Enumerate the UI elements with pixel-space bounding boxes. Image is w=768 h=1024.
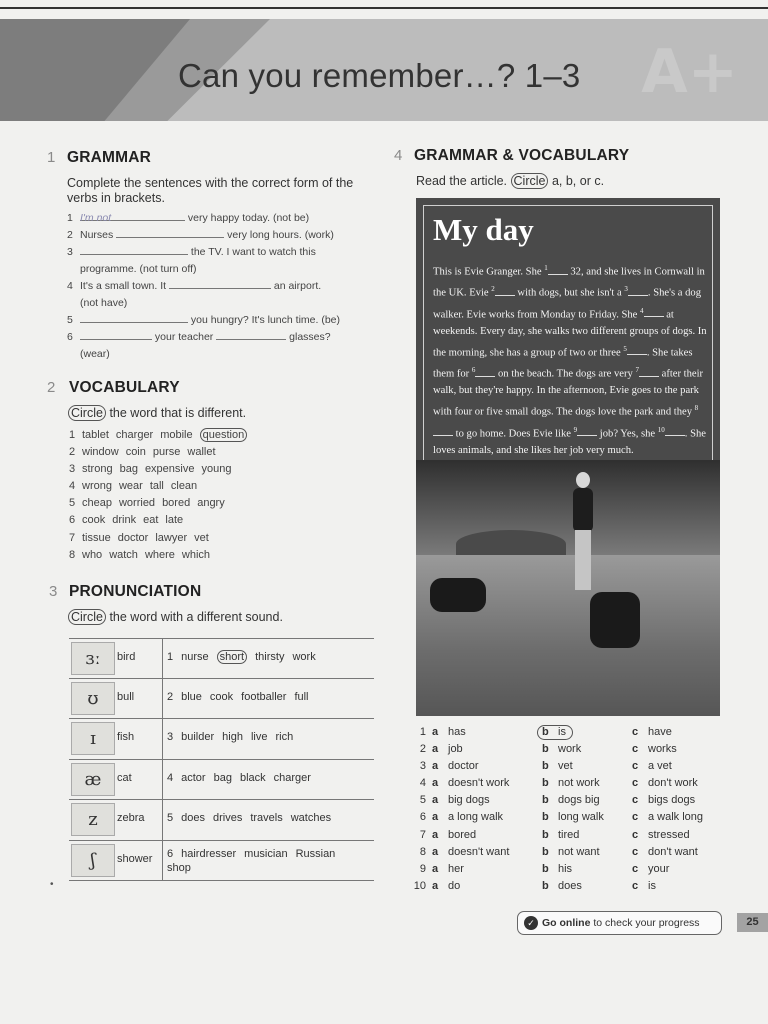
pron-word[interactable]: shop bbox=[167, 861, 191, 874]
option-letter: c bbox=[632, 828, 639, 841]
vocab-word[interactable]: bored bbox=[162, 497, 191, 510]
exercise-item bbox=[67, 210, 367, 227]
item-number: 3 bbox=[67, 246, 73, 258]
pron-word[interactable]: thirsty bbox=[255, 651, 285, 663]
key-word: shower bbox=[117, 852, 153, 865]
pron-word[interactable]: travels bbox=[250, 812, 283, 824]
key-word: bull bbox=[117, 690, 135, 703]
option-letter: a bbox=[432, 862, 439, 875]
item-number: 7 bbox=[69, 531, 76, 544]
pron-word[interactable]: live bbox=[250, 731, 268, 743]
handwritten-answer: I'm not bbox=[80, 212, 112, 224]
vocab-row bbox=[69, 461, 254, 478]
option-c[interactable]: works bbox=[648, 743, 677, 756]
option-c[interactable]: stressed bbox=[648, 828, 690, 841]
vocab-word[interactable]: expensive bbox=[144, 463, 195, 476]
vocab-word[interactable]: young bbox=[201, 463, 232, 476]
column-divider bbox=[162, 679, 163, 719]
option-letter: a bbox=[432, 743, 439, 756]
check-icon: ✓ bbox=[524, 916, 538, 930]
page-banner bbox=[0, 19, 768, 121]
vocab-row bbox=[69, 530, 254, 547]
person-figure bbox=[566, 472, 600, 592]
option-letter: c bbox=[632, 879, 639, 892]
item-number: 8 bbox=[69, 548, 76, 561]
pron-word[interactable]: full bbox=[294, 690, 309, 703]
pron-word[interactable]: blue bbox=[181, 690, 202, 703]
option-a[interactable]: doesn't want bbox=[448, 845, 510, 858]
pron-word[interactable]: bag bbox=[213, 771, 232, 784]
go-online-button[interactable] bbox=[517, 911, 722, 935]
option-b[interactable]: vet bbox=[558, 760, 573, 773]
item-number: 3 bbox=[167, 731, 174, 743]
instruction-text: the word that is different. bbox=[109, 406, 247, 420]
dog-figure bbox=[590, 592, 640, 648]
photo-hill bbox=[456, 530, 566, 558]
dog-figure bbox=[430, 578, 486, 612]
answer-blank[interactable] bbox=[216, 329, 286, 340]
grammar-exercise bbox=[67, 210, 367, 363]
item-number: 4 bbox=[69, 480, 76, 493]
option-letter: c bbox=[632, 845, 639, 858]
option-letter: c bbox=[632, 743, 639, 756]
pronunciation-row bbox=[69, 719, 374, 760]
vocab-word[interactable]: cook bbox=[82, 514, 106, 527]
vocab-row bbox=[69, 427, 254, 444]
option-a[interactable]: big dogs bbox=[448, 794, 490, 807]
vocab-word[interactable]: lawyer bbox=[155, 531, 188, 544]
circle-word: Circle bbox=[511, 173, 549, 189]
item-number: 2 bbox=[67, 229, 73, 241]
option-c[interactable]: a vet bbox=[648, 760, 672, 773]
item-number: 2 bbox=[419, 743, 426, 756]
vocab-row bbox=[69, 495, 254, 512]
exercise-item-cont: (not have) bbox=[80, 297, 128, 309]
section-heading: PRONUNCIATION bbox=[69, 583, 202, 600]
option-letter: a bbox=[432, 811, 439, 824]
vocabulary-exercise bbox=[69, 427, 254, 564]
option-letter: a bbox=[432, 777, 439, 790]
answer-row bbox=[410, 741, 720, 758]
option-b[interactable]: not work bbox=[558, 777, 600, 790]
word-options bbox=[167, 847, 367, 875]
pronunciation-row bbox=[69, 679, 374, 720]
item-number: 5 bbox=[67, 314, 73, 326]
pron-word[interactable]: hairdresser bbox=[181, 847, 237, 860]
item-text: you hungry? It's lunch time. (be) bbox=[190, 314, 340, 326]
item-number: 1 bbox=[69, 429, 76, 441]
article-title: My day bbox=[433, 212, 534, 247]
answer-blank[interactable] bbox=[80, 329, 152, 340]
banner-ghost-text: A+ bbox=[641, 37, 738, 107]
vocab-word[interactable]: coin bbox=[125, 446, 146, 459]
item-number: 5 bbox=[419, 794, 426, 807]
vocab-word[interactable]: wrong bbox=[82, 480, 112, 493]
option-letter: a bbox=[432, 828, 439, 841]
option-c[interactable]: a walk long bbox=[648, 811, 704, 824]
word-options bbox=[167, 731, 301, 743]
option-c[interactable]: bigs dogs bbox=[648, 794, 696, 807]
item-number: 3 bbox=[69, 463, 76, 476]
vocab-word[interactable]: eat bbox=[143, 514, 159, 527]
pron-word[interactable]: high bbox=[222, 731, 243, 743]
answer-row bbox=[410, 792, 720, 809]
answer-row bbox=[410, 827, 720, 844]
answer-row bbox=[410, 775, 720, 792]
circle-word: Circle bbox=[68, 609, 106, 625]
vocab-word[interactable]: where bbox=[144, 548, 175, 561]
margin-mark: • bbox=[50, 879, 54, 890]
exercise-item bbox=[67, 278, 367, 295]
top-rule bbox=[0, 7, 768, 9]
answer-blank[interactable] bbox=[80, 244, 188, 255]
vocab-word[interactable]: tall bbox=[149, 480, 164, 493]
exercise-item bbox=[67, 244, 367, 261]
item-text: very happy today. (not be) bbox=[187, 212, 310, 224]
option-c[interactable]: have bbox=[648, 726, 672, 738]
option-a[interactable]: doctor bbox=[448, 760, 479, 773]
pronunciation-row bbox=[69, 760, 374, 801]
exercise-item bbox=[67, 329, 367, 346]
vocab-word[interactable]: strong bbox=[82, 463, 113, 476]
instruction: Complete the sentences with the correct form of the verbs in brackets. bbox=[67, 176, 354, 205]
option-a[interactable]: a long walk bbox=[448, 811, 504, 824]
bird-icon: ɜː bbox=[71, 642, 115, 675]
column-divider bbox=[162, 719, 163, 759]
pron-word[interactable]: black bbox=[239, 771, 266, 784]
option-b[interactable]: work bbox=[558, 743, 582, 756]
item-number: 8 bbox=[419, 845, 426, 858]
option-a[interactable]: has bbox=[448, 726, 466, 738]
key-word: fish bbox=[117, 731, 135, 743]
word-options bbox=[167, 651, 324, 663]
page-number: 25 bbox=[737, 913, 768, 932]
item-text: an airport. bbox=[273, 280, 322, 292]
exercise-item-cont: programme. (not turn off) bbox=[80, 263, 197, 275]
vocab-word[interactable]: charger bbox=[115, 429, 154, 441]
option-c[interactable]: is bbox=[648, 879, 656, 892]
option-c[interactable]: don't want bbox=[648, 845, 698, 858]
zebra-icon: z bbox=[71, 803, 115, 836]
vocab-word[interactable]: tablet bbox=[82, 429, 109, 441]
article-panel bbox=[416, 198, 720, 716]
column-divider bbox=[162, 800, 163, 840]
vocab-word[interactable]: clean bbox=[170, 480, 198, 493]
option-letter: b bbox=[542, 726, 549, 738]
option-b[interactable]: his bbox=[558, 862, 573, 875]
vocab-word[interactable]: angry bbox=[197, 497, 225, 510]
answer-row bbox=[410, 809, 720, 826]
item-number: 1 bbox=[167, 651, 174, 663]
instruction-text: the word with a different sound. bbox=[109, 610, 283, 624]
person-head bbox=[576, 472, 590, 488]
online-label: to check your progress bbox=[593, 917, 700, 929]
item-number: 10 bbox=[413, 879, 426, 892]
pron-word[interactable]: drives bbox=[212, 812, 243, 824]
answer-row bbox=[410, 758, 720, 775]
option-b[interactable]: tired bbox=[558, 828, 580, 841]
key-word: cat bbox=[117, 771, 132, 784]
column-divider bbox=[162, 841, 163, 881]
item-number: 4 bbox=[419, 777, 426, 790]
beach-photo bbox=[416, 460, 720, 716]
item-text: the TV. I want to watch this bbox=[190, 246, 316, 258]
online-label-bold: Go online bbox=[542, 917, 591, 929]
option-letter: a bbox=[432, 794, 439, 807]
option-a[interactable]: do bbox=[448, 879, 461, 892]
exercise-item bbox=[67, 312, 367, 329]
option-c[interactable]: don't work bbox=[648, 777, 698, 790]
exercise-item bbox=[67, 227, 367, 244]
instruction bbox=[68, 610, 283, 625]
vocab-word[interactable]: wear bbox=[118, 480, 143, 493]
option-letter: a bbox=[432, 879, 439, 892]
answer-row bbox=[410, 724, 720, 741]
pron-word[interactable]: work bbox=[292, 651, 316, 663]
column-divider bbox=[162, 639, 163, 678]
item-text: very long hours. (work) bbox=[227, 229, 334, 241]
instruction bbox=[68, 406, 246, 421]
pronunciation-row bbox=[69, 638, 374, 679]
answer-blank[interactable] bbox=[116, 227, 224, 238]
option-letter: b bbox=[542, 811, 549, 824]
vocab-word[interactable]: mobile bbox=[160, 429, 193, 441]
item-number: 5 bbox=[69, 497, 76, 510]
page-title: Can you remember…? 1–3 bbox=[178, 57, 581, 94]
answer-row bbox=[410, 844, 720, 861]
option-letter: b bbox=[542, 794, 549, 807]
item-number: 4 bbox=[67, 280, 73, 292]
pron-word[interactable]: actor bbox=[181, 771, 206, 784]
option-b[interactable]: long walk bbox=[558, 811, 604, 824]
exercise-item-cont: (wear) bbox=[80, 348, 110, 360]
vocab-word[interactable]: who bbox=[82, 548, 103, 561]
answer-blank[interactable] bbox=[169, 278, 271, 289]
pron-word[interactable]: musician bbox=[244, 847, 288, 860]
answer-blank[interactable] bbox=[80, 210, 185, 224]
pronunciation-table bbox=[69, 638, 374, 881]
option-b[interactable]: is bbox=[558, 726, 566, 738]
vocab-word[interactable]: tissue bbox=[82, 531, 111, 544]
bull-icon: ʊ bbox=[71, 682, 115, 715]
item-number: 7 bbox=[419, 828, 426, 841]
pron-word[interactable]: nurse bbox=[181, 651, 209, 663]
option-a[interactable]: bored bbox=[448, 828, 477, 841]
pron-word[interactable]: rich bbox=[275, 731, 294, 743]
option-a[interactable]: her bbox=[448, 862, 464, 875]
fish-icon: ɪ bbox=[71, 722, 115, 755]
option-letter: a bbox=[432, 845, 439, 858]
item-number: 1 bbox=[419, 726, 426, 738]
person-torso bbox=[573, 488, 593, 532]
option-letter: a bbox=[432, 726, 439, 738]
vocab-word-circled[interactable]: question bbox=[200, 428, 248, 442]
word-options bbox=[167, 691, 317, 703]
section-number: 4 bbox=[394, 147, 403, 164]
pronunciation-row bbox=[69, 841, 374, 882]
item-number: 4 bbox=[167, 771, 174, 784]
section-number: 2 bbox=[47, 379, 56, 396]
option-letter: c bbox=[632, 794, 639, 807]
option-b[interactable]: dogs big bbox=[558, 794, 600, 807]
item-number: 6 bbox=[167, 847, 174, 860]
option-letter: b bbox=[542, 879, 549, 892]
vocab-row bbox=[69, 547, 254, 564]
option-letter: b bbox=[542, 845, 549, 858]
pron-word[interactable]: charger bbox=[273, 771, 311, 784]
vocab-word[interactable]: drink bbox=[112, 514, 137, 527]
cat-icon: æ bbox=[71, 763, 115, 796]
section-number: 3 bbox=[49, 583, 58, 600]
item-number: 2 bbox=[167, 690, 174, 703]
option-letter: c bbox=[632, 811, 639, 824]
pron-word[interactable]: cook bbox=[209, 690, 234, 703]
instruction-text: Read the article. bbox=[416, 174, 508, 188]
vocab-word[interactable]: doctor bbox=[117, 531, 149, 544]
option-letter: c bbox=[632, 777, 639, 790]
section-heading: GRAMMAR & VOCABULARY bbox=[414, 147, 630, 164]
answer-options bbox=[410, 724, 720, 895]
option-letter: b bbox=[542, 743, 549, 756]
pron-word[interactable]: Russian bbox=[295, 847, 336, 860]
word-options bbox=[167, 812, 339, 824]
option-letter: b bbox=[542, 777, 549, 790]
item-text: It's a small town. It bbox=[80, 280, 167, 292]
item-number: 9 bbox=[419, 862, 426, 875]
item-number: 1 bbox=[67, 212, 73, 224]
person-legs bbox=[575, 530, 591, 590]
pron-word[interactable]: footballer bbox=[241, 690, 287, 703]
section-number: 1 bbox=[47, 149, 56, 166]
vocab-word[interactable]: purse bbox=[152, 446, 181, 459]
pron-word[interactable]: watches bbox=[290, 812, 332, 824]
item-text: Nurses bbox=[80, 229, 114, 241]
vocab-word[interactable]: late bbox=[165, 514, 184, 527]
vocab-word[interactable]: wallet bbox=[187, 446, 216, 459]
option-letter: c bbox=[632, 862, 639, 875]
word-options bbox=[167, 772, 319, 784]
item-number: 6 bbox=[69, 514, 76, 527]
key-word: bird bbox=[117, 651, 136, 663]
option-letter: c bbox=[632, 726, 639, 738]
answer-row bbox=[410, 861, 720, 878]
key-word: zebra bbox=[117, 812, 145, 824]
vocab-word[interactable]: cheap bbox=[82, 497, 112, 510]
article-text: This is Evie Granger. She $^1$ 32, and she lives in Cornwall in the UK. Evie $^2$ with dogs, but she isn't a $^3$ . She's a dog walker. Evie works from Monday to Friday. She $^4$ at weekends. Every day, she walks two different groups of dogs. In the morning, she has a group of two or three $^5$ . She takes them for $^6$ on the beach. The dogs are very $^7$ after their walk, but they're happy. In the afternoon, Evie goes to the park with four or five small dogs. The dogs love the park and they $^8$ to go home. Does Evie like $^9$ job? Yes, she $^{10}$ . She loves animals, and she likes her job very much. bbox=[433, 264, 707, 456]
item-number: 6 bbox=[67, 331, 73, 343]
vocab-row bbox=[69, 444, 254, 461]
option-b[interactable]: not want bbox=[558, 845, 600, 858]
option-letter: b bbox=[542, 862, 549, 875]
option-letter: c bbox=[632, 760, 639, 773]
item-text: glasses? bbox=[289, 331, 331, 343]
circle-word: Circle bbox=[68, 405, 106, 421]
section-heading: GRAMMAR bbox=[67, 149, 152, 166]
vocab-word[interactable]: worried bbox=[118, 497, 156, 510]
vocab-word[interactable]: watch bbox=[109, 548, 138, 561]
option-a[interactable]: job bbox=[448, 743, 463, 756]
pron-word[interactable]: does bbox=[181, 812, 205, 824]
option-letter: b bbox=[542, 828, 549, 841]
shower-icon: ʃ bbox=[71, 844, 115, 877]
item-number: 5 bbox=[167, 812, 174, 824]
vocab-word[interactable]: which bbox=[181, 548, 211, 561]
answer-row bbox=[410, 878, 720, 895]
section-heading: VOCABULARY bbox=[69, 379, 180, 396]
answer-blank[interactable] bbox=[80, 312, 188, 323]
vocab-row bbox=[69, 478, 254, 495]
pron-word-circled[interactable]: short bbox=[217, 650, 247, 664]
option-letter: a bbox=[432, 760, 439, 773]
vocab-row bbox=[69, 512, 254, 529]
pron-word[interactable]: builder bbox=[181, 731, 215, 743]
instruction bbox=[416, 174, 604, 189]
option-b[interactable]: does bbox=[558, 879, 582, 892]
item-number: 2 bbox=[69, 446, 76, 459]
vocab-word[interactable]: bag bbox=[119, 463, 138, 476]
item-number: 3 bbox=[419, 760, 426, 773]
item-text: your teacher bbox=[154, 331, 214, 343]
option-a[interactable]: doesn't work bbox=[448, 777, 510, 790]
option-letter: b bbox=[542, 760, 549, 773]
instruction-text: a, b, or c. bbox=[551, 174, 605, 188]
item-number: 6 bbox=[419, 811, 426, 824]
option-c[interactable]: your bbox=[648, 862, 670, 875]
pronunciation-row bbox=[69, 800, 374, 841]
column-divider bbox=[162, 760, 163, 800]
vocab-word[interactable]: vet bbox=[194, 531, 209, 544]
vocab-word[interactable]: window bbox=[82, 446, 119, 459]
